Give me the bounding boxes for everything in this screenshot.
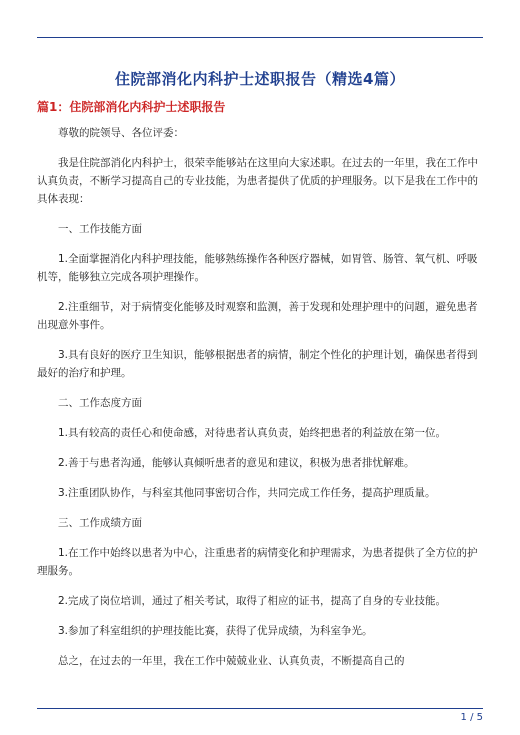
paragraph-achievements-2: 2.完成了岗位培训，通过了相关考试，取得了相应的证书，提高了自身的专业技能。 (58, 595, 447, 607)
paragraph-skills-3: 3.具有良好的医疗卫生知识，能够根据患者的病情，制定个性化的护理计划，确保患者得到最好的治疗和护理。 (37, 349, 478, 379)
page-indicator: 1 / 5 (460, 712, 483, 723)
paragraph-achievements-3: 3.参加了科室组织的护理技能比赛，获得了优异成绩，为科室争光。 (58, 625, 373, 637)
paragraph-heading-skills: 一、工作技能方面 (58, 223, 142, 235)
section-heading: 篇1：住院部消化内科护士述职报告 (37, 100, 226, 114)
paragraph-attitude-2: 2.善于与患者沟通，能够认真倾听患者的意见和建议，积极为患者排忧解难。 (58, 457, 415, 469)
paragraph-salutation: 尊敬的院领导、各位评委： (58, 127, 184, 139)
header-rule (37, 37, 483, 38)
paragraph-skills-1: 1.全面掌握消化内科护理技能，能够熟练操作各种医疗器械，如胃管、肠管、氧气机、呼吸机等，能够独立完成各项护理操作。 (37, 253, 478, 283)
footer-rule (37, 708, 483, 709)
document-title: 住院部消化内科护士述职报告（精选4篇） (115, 70, 405, 88)
document-body (37, 124, 483, 682)
paragraph-intro: 我是住院部消化内科护士，很荣幸能够站在这里向大家述职。在过去的一年里，我在工作中认真负责，不断学习提高自己的专业技能，为患者提供了优质的护理服务。以下是我在工作中的具体表现： (37, 157, 478, 205)
paragraph-attitude-1: 1.具有较高的责任心和使命感，对待患者认真负责，始终把患者的利益放在第一位。 (58, 427, 447, 439)
paragraph-attitude-3: 3.注重团队协作，与科室其他同事密切合作，共同完成工作任务，提高护理质量。 (58, 487, 436, 499)
paragraph-heading-attitude: 二、工作态度方面 (58, 397, 142, 409)
paragraph-achievements-1: 1.在工作中始终以患者为中心，注重患者的病情变化和护理需求，为患者提供了全方位的护理服务。 (37, 547, 478, 577)
paragraph-conclusion: 总之，在过去的一年里，我在工作中兢兢业业、认真负责，不断提高自己的 (58, 655, 405, 667)
paragraph-skills-2: 2.注重细节，对于病情变化能够及时观察和监测，善于发现和处理护理中的问题，避免患者出现意外事件。 (37, 301, 478, 331)
paragraph-heading-achievements: 三、工作成绩方面 (58, 517, 142, 529)
